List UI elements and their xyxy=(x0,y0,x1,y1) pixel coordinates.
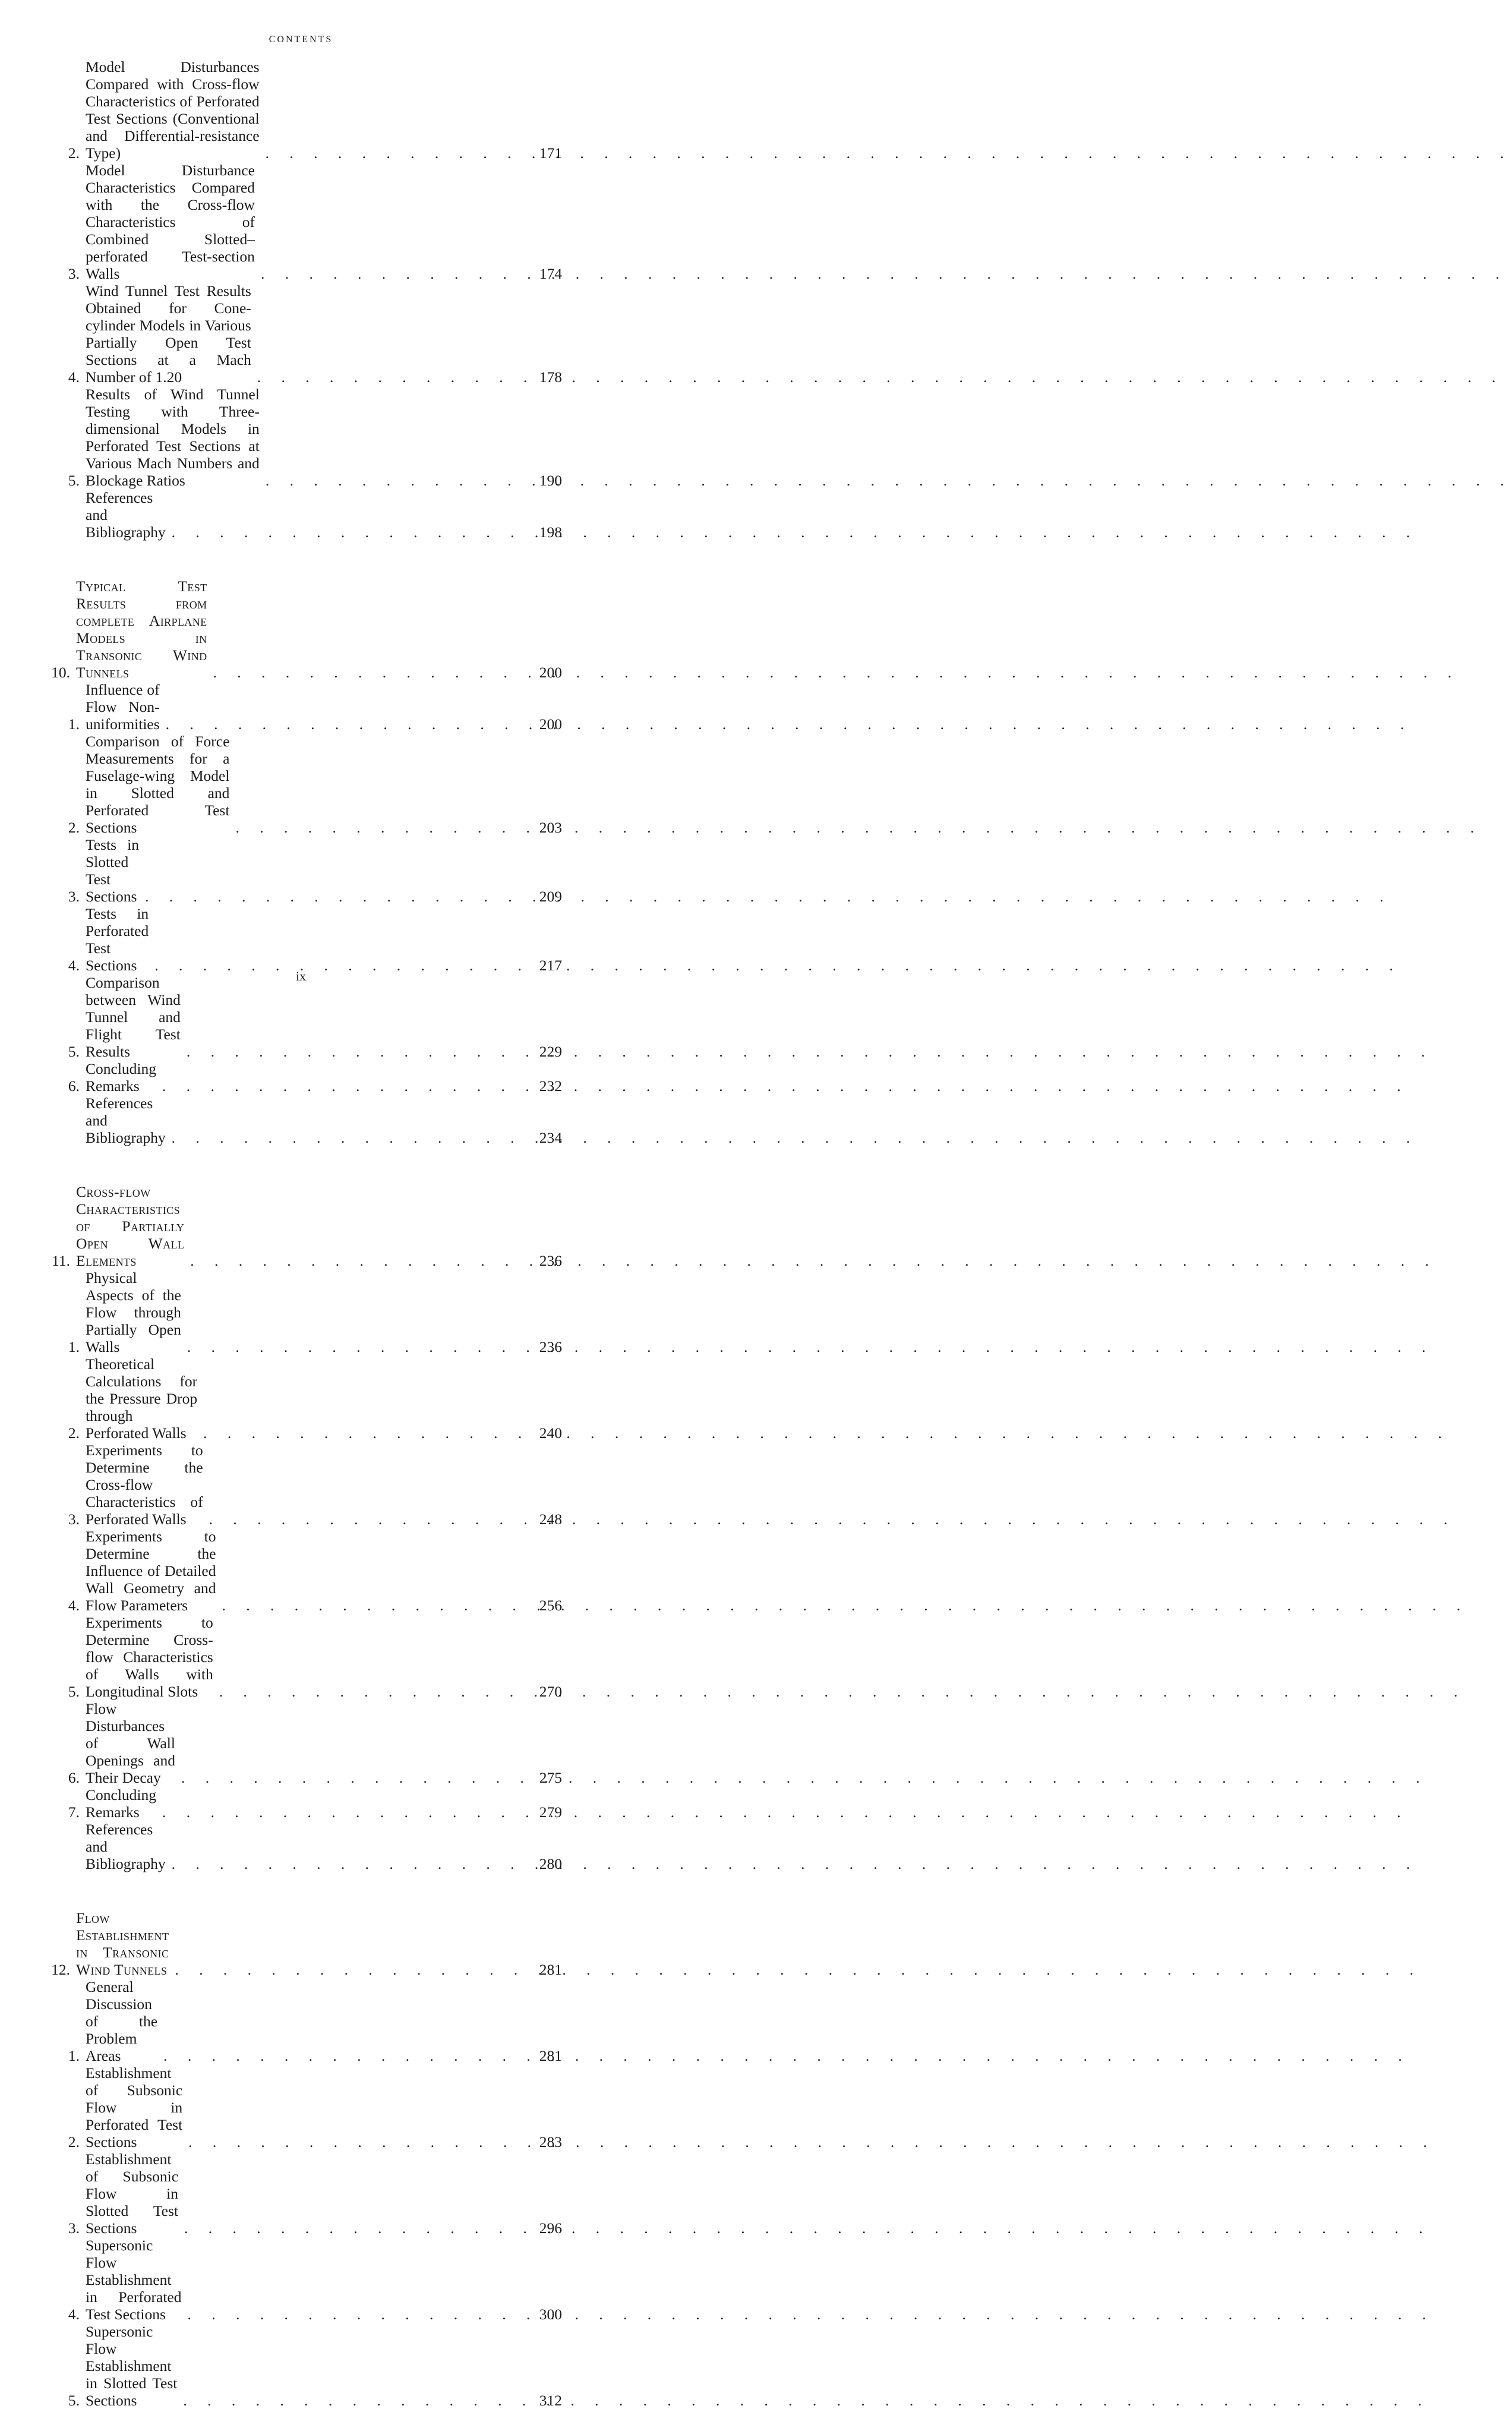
dot-leader xyxy=(260,472,522,489)
section-page-number: 198 xyxy=(539,524,562,541)
section-title: Theoretical Calculations for the Pressure Drop through Perforated Walls xyxy=(86,1355,198,1442)
section-title: Experiments to Determine the Influence of Detailed Wall Geometry and Flow Parameters xyxy=(86,1528,216,1614)
section-entry xyxy=(39,1528,562,1614)
section-text xyxy=(80,1269,522,1355)
section-text xyxy=(80,1442,522,1528)
chapter-block xyxy=(39,578,562,1146)
section-entry xyxy=(39,1700,562,1786)
section-text xyxy=(80,58,522,162)
dot-leader xyxy=(207,664,522,681)
section-entry xyxy=(39,2064,562,2151)
section-title: Comparison between Wind Tunnel and Flight Test Results xyxy=(86,974,181,1060)
dot-leader xyxy=(197,1424,522,1442)
section-entry xyxy=(39,1821,562,1872)
section-entry xyxy=(39,1095,562,1146)
section-number: 4. xyxy=(68,957,80,974)
section-text xyxy=(80,2323,522,2409)
section-text xyxy=(80,1060,522,1095)
section-page-number: 232 xyxy=(539,1077,562,1095)
section-page-number: 270 xyxy=(539,1683,562,1700)
dot-leader xyxy=(175,1769,522,1786)
dot-leader xyxy=(255,265,522,282)
section-entry xyxy=(39,1978,562,2064)
chapter-title: Cross-flow Characteristics of Partially Open Wall Elements xyxy=(76,1183,185,1269)
section-title: Results of Wind Tunnel Testing with Three-dimensional Models in Perforated Test Sections at Various Mach Numbers and Blockage Ratios xyxy=(86,386,260,489)
dot-leader xyxy=(216,1597,522,1614)
section-number: 6. xyxy=(68,1077,80,1095)
section-number: 2. xyxy=(68,2133,80,2151)
section-number: 3. xyxy=(68,265,80,282)
section-number: 5. xyxy=(68,2392,80,2409)
section-number: 1. xyxy=(68,715,80,733)
section-text xyxy=(80,905,522,974)
section-number: 5. xyxy=(68,1043,80,1060)
table-of-contents xyxy=(39,58,562,2409)
section-entry xyxy=(39,974,562,1060)
chapter-page-number: 200 xyxy=(539,664,562,681)
section-entry xyxy=(39,1786,562,1821)
book-page xyxy=(0,0,602,2409)
section-entry xyxy=(39,2151,562,2237)
section-title: Physical Aspects of the Flow through Partially Open Walls xyxy=(86,1269,181,1355)
section-number: 5. xyxy=(68,1683,80,1700)
section-page-number: 283 xyxy=(539,2133,562,2151)
section-number: 2. xyxy=(68,1424,80,1442)
dot-leader xyxy=(166,524,522,541)
dot-leader xyxy=(260,144,522,162)
section-entry xyxy=(39,2237,562,2323)
section-title: Wind Tunnel Test Results Obtained for Cone-cylinder Models in Various Partially Open Test Sections at a Mach Number of 1.20 xyxy=(86,282,251,386)
section-number: 5. xyxy=(68,472,80,489)
section-entry xyxy=(39,1060,562,1095)
section-text xyxy=(80,1355,522,1442)
section-page-number: 296 xyxy=(539,2219,562,2237)
chapter-block xyxy=(39,1909,562,2409)
dot-leader xyxy=(182,2306,522,2323)
section-page-number: 281 xyxy=(539,2047,562,2064)
chapter-entry xyxy=(39,1183,562,1269)
chapter-title: Flow Establishment in Transonic Wind Tunnels xyxy=(76,1909,169,1978)
section-entry xyxy=(39,905,562,974)
dot-leader xyxy=(182,2133,522,2151)
chapter-title: Typical Test Results from complete Airplane Models in Transonic Wind Tunnels xyxy=(76,578,207,681)
section-number: 4. xyxy=(68,368,80,386)
section-entry xyxy=(39,733,562,836)
section-entry xyxy=(39,1614,562,1700)
dot-leader xyxy=(184,1252,522,1269)
section-text xyxy=(80,733,522,836)
running-head: CONTENTS xyxy=(269,34,333,45)
section-entry xyxy=(39,2323,562,2409)
section-title: Experiments to Determine Cross-flow Characteristics of Walls with Longitudinal Slots xyxy=(86,1614,213,1700)
section-title: References and Bibliography xyxy=(86,1095,166,1146)
section-page-number: 209 xyxy=(539,888,562,905)
section-title: Concluding Remarks xyxy=(86,1786,156,1821)
section-text xyxy=(80,2151,522,2237)
dot-leader xyxy=(181,1338,522,1355)
section-text xyxy=(80,1978,522,2064)
section-title: Comparison of Force Measurements for a Fuselage-wing Model in Slotted and Perforated Test Sections xyxy=(86,733,230,836)
section-page-number: 256 xyxy=(539,1597,562,1614)
section-entry xyxy=(39,1355,562,1442)
section-entry xyxy=(39,489,562,541)
section-entry xyxy=(39,386,562,489)
section-text xyxy=(80,282,522,386)
section-page-number: 174 xyxy=(539,265,562,282)
section-text xyxy=(80,386,522,489)
section-page-number: 280 xyxy=(539,1855,562,1872)
dot-leader xyxy=(166,1129,522,1146)
section-page-number: 217 xyxy=(539,957,562,974)
section-page-number: 229 xyxy=(539,1043,562,1060)
section-title: Concluding Remarks xyxy=(86,1060,156,1095)
section-number: 2. xyxy=(68,144,80,162)
section-text xyxy=(80,1095,522,1146)
section-entry xyxy=(39,282,562,386)
section-number: 2. xyxy=(68,819,80,836)
section-page-number: 300 xyxy=(539,2306,562,2323)
section-page-number: 275 xyxy=(539,1769,562,1786)
section-page-number: 171 xyxy=(539,144,562,162)
section-page-number: 279 xyxy=(539,1803,562,1821)
section-page-number: 200 xyxy=(539,715,562,733)
section-entry xyxy=(39,681,562,733)
section-title: References and Bibliography xyxy=(86,489,166,541)
chapter-number: 12. xyxy=(51,1961,70,1978)
section-page-number: 234 xyxy=(539,1129,562,1146)
chapter-text xyxy=(70,1909,522,1978)
chapter-page-number: 281 xyxy=(539,1961,562,1978)
dot-leader xyxy=(169,1961,522,1978)
section-number: 3. xyxy=(68,2219,80,2237)
section-entry xyxy=(39,836,562,905)
dot-leader xyxy=(203,1511,522,1528)
section-title: Model Disturbances Compared with Cross-flow Characteristics of Perforated Test Sections (Conventional and Differential-resistance Type) xyxy=(86,58,260,162)
dot-leader xyxy=(251,368,522,386)
chapter-block xyxy=(39,1183,562,1872)
section-number: 6. xyxy=(68,1769,80,1786)
section-text xyxy=(80,1786,522,1821)
chapter-text xyxy=(70,1183,522,1269)
dot-leader xyxy=(213,1683,522,1700)
section-text xyxy=(80,1528,522,1614)
section-text xyxy=(80,1700,522,1786)
section-title: Model Disturbance Characteristics Compared with the Cross-flow Characteristics of Combined Slotted–perforated Test-section Walls xyxy=(86,162,255,282)
section-title: General Discussion of the Problem Areas xyxy=(86,1978,158,2064)
section-page-number: 248 xyxy=(539,1511,562,1528)
section-page-number: 178 xyxy=(539,368,562,386)
section-text xyxy=(80,489,522,541)
section-text xyxy=(80,1821,522,1872)
chapter-text xyxy=(70,578,522,681)
section-title: Flow Disturbances of Wall Openings and Their Decay xyxy=(86,1700,175,1786)
section-entry xyxy=(39,58,562,162)
section-title: Establishment of Subsonic Flow in Perforated Test Sections xyxy=(86,2064,183,2151)
chapter-number: 11. xyxy=(52,1252,70,1269)
dot-leader xyxy=(229,819,522,836)
section-text xyxy=(80,2237,522,2323)
section-text xyxy=(80,974,522,1060)
chapter-entry xyxy=(39,1909,562,1978)
dot-leader xyxy=(139,888,522,905)
section-number: 3. xyxy=(68,888,80,905)
section-entry xyxy=(39,162,562,282)
dot-leader xyxy=(166,1855,522,1872)
chapter-page-number: 236 xyxy=(539,1252,562,1269)
section-title: Tests in Slotted Test Sections xyxy=(86,836,139,905)
section-text xyxy=(80,2064,522,2151)
chapter-number: 10. xyxy=(51,664,70,681)
dot-leader xyxy=(177,2392,522,2409)
section-text xyxy=(80,1614,522,1700)
section-number: 7. xyxy=(68,1803,80,1821)
page-folio: ix xyxy=(295,969,307,983)
section-number: 1. xyxy=(68,1338,80,1355)
chapter-entry xyxy=(39,578,562,681)
section-text xyxy=(80,681,522,733)
section-entry xyxy=(39,1442,562,1528)
section-page-number: 203 xyxy=(539,819,562,836)
section-title: References and Bibliography xyxy=(86,1821,166,1872)
section-text xyxy=(80,836,522,905)
section-page-number: 236 xyxy=(539,1338,562,1355)
section-page-number: 312 xyxy=(539,2392,562,2409)
section-number: 4. xyxy=(68,2306,80,2323)
section-text xyxy=(80,162,522,282)
chapter-block xyxy=(39,58,562,541)
section-entry xyxy=(39,1269,562,1355)
dot-leader xyxy=(156,1803,522,1821)
section-title: Establishment of Subsonic Flow in Slotted Test Sections xyxy=(86,2151,179,2237)
section-number: 4. xyxy=(68,1597,80,1614)
section-title: Experiments to Determine the Cross-flow Characteristics of Perforated Walls xyxy=(86,1442,203,1528)
section-number: 1. xyxy=(68,2047,80,2064)
dot-leader xyxy=(181,1043,522,1060)
section-title: Supersonic Flow Establishment in Perforated Test Sections xyxy=(86,2237,182,2323)
section-number: 3. xyxy=(68,1511,80,1528)
dot-leader xyxy=(157,2047,522,2064)
section-title: Tests in Perforated Test Sections xyxy=(86,905,149,974)
section-title: Supersonic Flow Establishment in Slotted Test Sections xyxy=(86,2323,178,2409)
section-page-number: 190 xyxy=(539,472,562,489)
dot-leader xyxy=(178,2219,522,2237)
section-page-number: 240 xyxy=(539,1424,562,1442)
dot-leader xyxy=(160,715,522,733)
dot-leader xyxy=(156,1077,522,1095)
section-title: Influence of Flow Non-uniformities xyxy=(86,681,160,733)
